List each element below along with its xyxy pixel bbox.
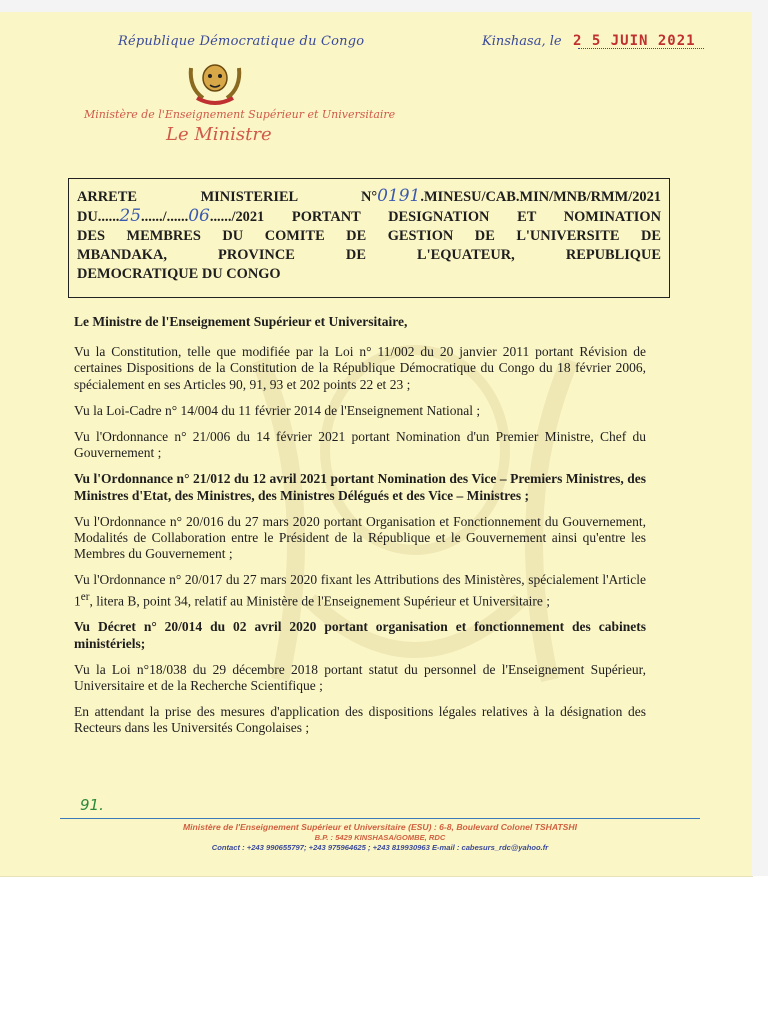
header-republic: République Démocratique du Congo — [118, 34, 365, 49]
title-date-rest: /2021 PORTANT DESIGNATION ET NOMINATION — [231, 209, 661, 225]
header-minister: Le Ministre — [166, 124, 272, 145]
header-ministry: Ministère de l'Enseignement Supérieur et Universitaire — [84, 108, 396, 121]
body-paragraph-ordonnance-21-006: Vu l'Ordonnance n° 21/006 du 14 février 2021 portant Nomination d'un Premier Ministre, Chef du Gouvernement ; — [74, 429, 646, 461]
p6-superscript: er — [80, 590, 90, 603]
handwritten-page-mark: 91. — [80, 796, 104, 814]
footer-contact: Contact : +243 990655797; +243 975964625 ; +243 819930963 E-mail : cabesurs_rdc@yahoo.fr — [211, 843, 549, 852]
body-intro: Le Ministre de l'Enseignement Supérieur et Universitaire, — [74, 314, 408, 329]
body-paragraph-ordonnance-20-016: Vu l'Ordonnance n° 20/016 du 27 mars 2020 portant Organisation et Fonctionnement du Gouvernement, Modalités de Collaboration entre le Président de la République et le Gouvernement ainsi qu'entre les Membres du Gouvernement ; — [74, 513, 646, 562]
header-city-label: Kinshasa, le — [482, 34, 562, 49]
decree-body — [74, 314, 646, 747]
title-line-2: DU......25....../......06....../2021 PORTANT DESIGNATION ET NOMINATION — [77, 206, 661, 226]
scan-margin-right — [752, 0, 768, 876]
title-decree-label: ARRETE MINISTERIEL N° — [77, 189, 378, 205]
footer-po-box: B.P. : 5429 KINSHASA/GOMBE, RDC — [314, 833, 446, 842]
body-paragraph-en-attendant: En attendant la prise des mesures d'application des dispositions légales relatives à la désignation des Recteurs dans les Universités Congolaises ; — [74, 704, 646, 736]
coat-of-arms-icon — [183, 58, 247, 108]
body-paragraph-loi-cadre: Vu la Loi-Cadre n° 14/004 du 11 février 2014 de l'Enseignement National ; — [74, 402, 481, 418]
decree-day-handwritten: 25 — [119, 206, 142, 226]
footer-address: Ministère de l'Enseignement Supérieur et Universitaire (ESU) : 6-8, Boulevard Colonel TSHATSHI — [183, 822, 577, 832]
footer-divider — [60, 818, 700, 819]
title-date-label: DU — [77, 209, 98, 225]
scan-margin-top — [0, 0, 768, 12]
decree-number-handwritten: 0191 — [377, 186, 421, 206]
footer — [60, 822, 700, 853]
body-paragraph-ordonnance-21-012: Vu l'Ordonnance n° 21/012 du 12 avril 2021 portant Nomination des Vice – Premiers Ministres, des Ministres d'Etat, des Ministres, des Ministres Délégués et des Vice – Ministres ; — [74, 471, 646, 503]
p6-text-a: Vu l'Ordonnance n° 20/017 du 27 mars 2020 fixant les Attributions des Ministères, spécialement l'Article 1 — [74, 572, 646, 609]
body-paragraph-ordonnance-20-017 — [74, 572, 646, 609]
title-date-separator: / — [162, 209, 167, 225]
title-line-4: MBANDAKA, PROVINCE DE L'EQUATEUR, REPUBLIQUE — [77, 247, 661, 263]
body-paragraph-constitution: Vu la Constitution, telle que modifiée par la Loi n° 11/002 du 20 janvier 2011 portant Révision de certaines Dispositions de la Constitution de la République Démocratique du Congo du 18 février 2006, spécialement en ses Articles 90, 91, 93 et 202 points 22 et 23 ; — [74, 344, 646, 392]
decree-title-box — [68, 178, 670, 298]
body-paragraph-loi-18-038: Vu la Loi n°18/038 du 29 décembre 2018 portant statut du personnel de l'Enseignement Supérieur, Universitaire et de la Recherche Scientifique ; — [74, 661, 646, 693]
title-decree-ref: .MINESU/CAB.MIN/MNB/RMM/2021 — [420, 189, 661, 205]
title-line-5: DEMOCRATIQUE DU CONGO — [77, 266, 281, 282]
date-stamp: 2 5 JUIN 2021 — [573, 33, 696, 49]
title-line-3: DES MEMBRES DU COMITE DE GESTION DE L'UNIVERSITE DE — [77, 228, 661, 244]
body-paragraph-decret-20-014: Vu Décret n° 20/014 du 02 avril 2020 portant organisation et fonctionnement des cabinets ministériels; — [74, 619, 646, 651]
title-line-1 — [77, 187, 661, 207]
decree-month-handwritten: 06 — [188, 206, 210, 226]
p6-text-b: , litera B, point 34, relatif au Ministère de l'Enseignement Supérieur et Universitaire ; — [89, 593, 551, 609]
